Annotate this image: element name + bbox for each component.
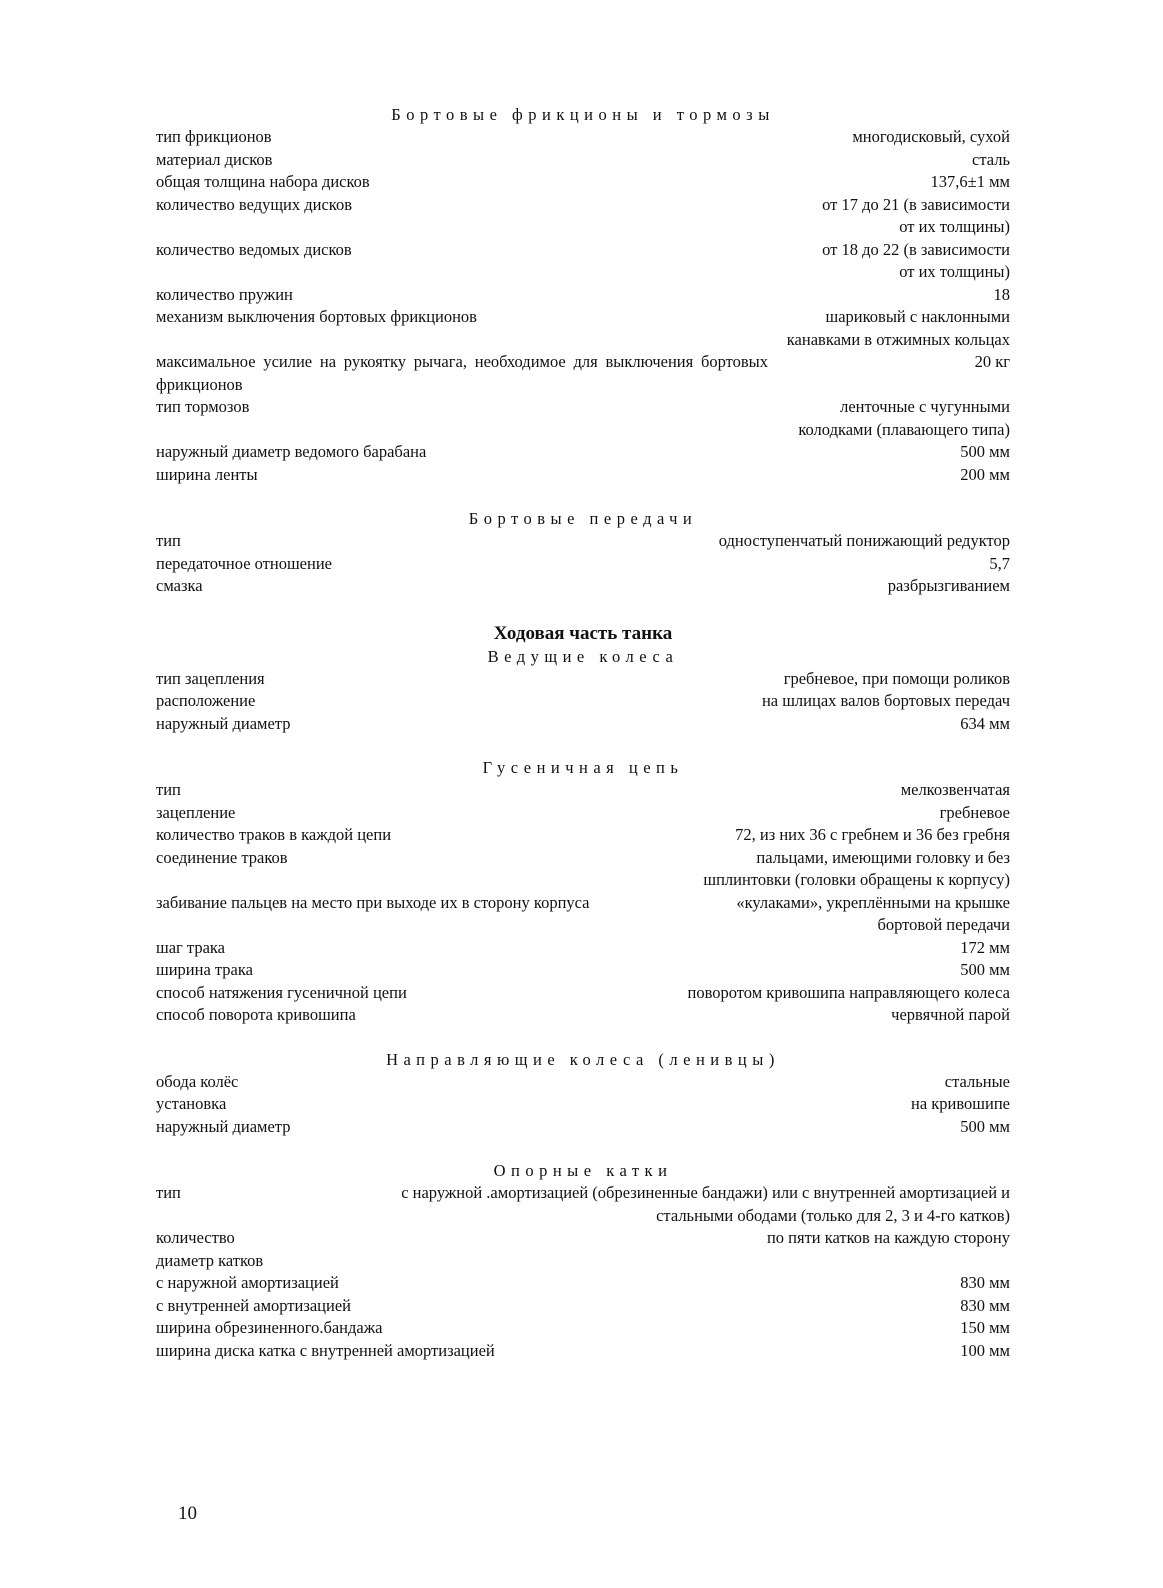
spec-row [156,530,1010,553]
spec-label: количество [156,1228,235,1247]
spec-row [156,194,1010,239]
section-title-final-drives: Бортовые передачи [468,509,698,528]
spec-label: смазка [156,576,203,595]
spec-row [156,1227,1010,1250]
spec-label: шаг трака [156,937,225,957]
spec-value: 172 мм [960,937,1010,957]
spec-value: 137,6±1 мм [930,172,1010,191]
spec-value-line: стальными ободами (только для 2, 3 и 4-го катков) [656,1205,1010,1225]
spec-row [156,149,1010,172]
spec-value-line: от их толщины) [899,262,1010,281]
spec-row [156,668,1010,691]
spec-value: разбрызгиванием [887,576,1010,595]
spec-value: гребневое [939,802,1010,822]
spec-value: по пяти катков на каждую сторону [766,1228,1010,1247]
spec-value-line: от 18 до 22 (в зависимости [822,239,1010,259]
spec-row [156,847,1010,892]
spec-value-line: с наружной .амортизацией (обрезиненные бандажи) или с внутренней амортизацией и [401,1183,1010,1202]
spec-row [156,171,1010,194]
page-content [156,104,1010,1362]
spec-value: поворотом кривошипа направляющего колеса [687,982,1010,1002]
spec-row [156,1340,1010,1363]
section-title-road-wheels: Опорные катки [493,1161,673,1180]
spec-label: механизм выключения бортовых фрикционов [156,307,477,326]
spec-row [156,982,1010,1005]
spec-label: количество пружин [156,284,293,304]
spec-value: 20 кг [974,352,1010,371]
section-title-drive-wheels: Ведущие колеса [487,646,679,666]
spec-label: ширина обрезиненного.бандажа [156,1318,383,1337]
spec-value: 72, из них 36 с гребнем и 36 без гребня [735,825,1010,844]
spec-label: наружный диаметр ведомого барабана [156,442,427,461]
spec-label: обода колёс [156,1071,239,1091]
spec-value: 200 мм [960,464,1010,484]
spec-value-line: от их толщины) [899,217,1010,236]
spec-label: наружный диаметр [156,1116,291,1136]
spec-value: 500 мм [960,960,1010,979]
spec-value: 830 мм [960,1273,1010,1292]
spec-label: максимальное усилие на рукоятку рычага, необходимое для выключения бортовых фрикционов [156,352,768,394]
spec-value [798,396,1010,441]
spec-value: на шлицах валов бортовых передач [761,691,1010,710]
spec-label: ширина ленты [156,464,258,484]
spec-value: 500 мм [960,442,1010,461]
spec-label: тип тормозов [156,397,250,416]
chapter-title: Ходовая часть танка [493,622,673,644]
spec-label: наружный диаметр [156,713,291,733]
spec-label: зацепление [156,802,236,822]
spec-label: тип [156,531,181,550]
spec-row [156,690,1010,713]
spec-value: мелкозвенчатая [900,780,1010,799]
spec-label: ширина трака [156,960,253,979]
spec-value: червячной парой [891,1005,1010,1024]
spec-row [156,441,1010,464]
spec-row [156,1182,1010,1227]
spec-label: тип фрикционов [156,127,272,146]
section-title-idler-wheels: Направляющие колеса (ленивцы) [386,1049,780,1069]
spec-value-line: пальцами, имеющими головку и без [756,847,1010,867]
section-title-final-drive-clutches: Бортовые фрикционы и тормозы [391,105,775,124]
spec-label: общая толщина набора дисков [156,172,370,191]
spec-value: 5,7 [989,553,1010,573]
spec-row [156,1004,1010,1027]
spec-row [156,284,1010,307]
spec-value: 100 мм [960,1340,1010,1360]
spec-value: 830 мм [960,1295,1010,1315]
spec-label: соединение траков [156,847,288,867]
spec-row [156,1116,1010,1139]
page-number: 10 [178,1503,197,1524]
spec-value: 150 мм [960,1318,1010,1337]
spec-row [156,1272,1010,1295]
spec-label: количество ведомых дисков [156,239,352,259]
spec-label: забивание пальцев на место при выходе их в сторону корпуса [156,892,590,912]
spec-label: способ натяжения гусеничной цепи [156,982,407,1002]
spec-label: тип [156,780,181,799]
spec-value-line: бортовой передачи [877,915,1010,934]
spec-label: расположение [156,691,256,710]
spec-label: количество ведущих дисков [156,194,353,214]
spec-label: способ поворота кривошипа [156,1005,356,1024]
spec-row [156,824,1010,847]
spec-value: многодисковый, сухой [852,127,1010,146]
spec-value-line: канавками в отжимных кольцах [786,329,1010,349]
spec-label: установка [156,1094,227,1113]
spec-row [156,713,1010,736]
spec-row [156,126,1010,149]
spec-label: тип [156,1183,181,1202]
spec-row [156,575,1010,598]
spec-value [822,239,1010,284]
spec-value-line: от 17 до 21 (в зависимости [822,194,1010,214]
spec-row [156,239,1010,284]
spec-row [156,802,1010,825]
spec-row [156,1317,1010,1340]
spec-value [401,1182,1010,1227]
spec-row [156,1250,1010,1273]
spec-value [822,194,1010,239]
spec-value: на кривошипе [911,1094,1010,1113]
spec-value: 18 [993,284,1010,304]
spec-value-line: «кулаками», укреплёнными на крышке [736,892,1010,912]
spec-value-line: колодками (плавающего типа) [798,419,1010,439]
spec-value: одноступенчатый понижающий редуктор [718,531,1010,550]
spec-value [787,306,1010,351]
spec-value: 500 мм [960,1116,1010,1136]
spec-row [156,396,1010,441]
spec-value-line: шариковый с наклонными [825,307,1010,326]
spec-value-line: шплинтовки (головки обращены к корпусу) [703,870,1010,889]
spec-row [156,306,1010,351]
spec-row [156,1093,1010,1116]
spec-value: стальные [944,1071,1010,1091]
spec-row [156,892,1010,937]
spec-value: 634 мм [960,713,1010,733]
spec-row [156,959,1010,982]
spec-label: с наружной амортизацией [156,1273,339,1292]
spec-label: передаточное отношение [156,553,332,573]
spec-value: гребневое, при помощи роликов [783,668,1010,688]
spec-row [156,937,1010,960]
spec-row [156,351,1010,396]
spec-label: ширина диска катка с внутренней амортизацией [156,1340,495,1360]
spec-label: с внутренней амортизацией [156,1295,351,1315]
spec-row [156,464,1010,487]
spec-label: тип зацепления [156,668,265,688]
spec-label: диаметр катков [156,1250,264,1270]
section-title-track: Гусеничная цепь [482,758,684,777]
spec-value [703,847,1010,892]
spec-value [736,892,1010,937]
spec-label: материал дисков [156,149,273,169]
spec-row [156,1071,1010,1094]
spec-value: сталь [972,149,1010,169]
spec-row [156,779,1010,802]
spec-row [156,1295,1010,1318]
spec-row [156,553,1010,576]
spec-label: количество траков в каждой цепи [156,825,392,844]
spec-value-line: ленточные с чугунными [840,397,1010,416]
